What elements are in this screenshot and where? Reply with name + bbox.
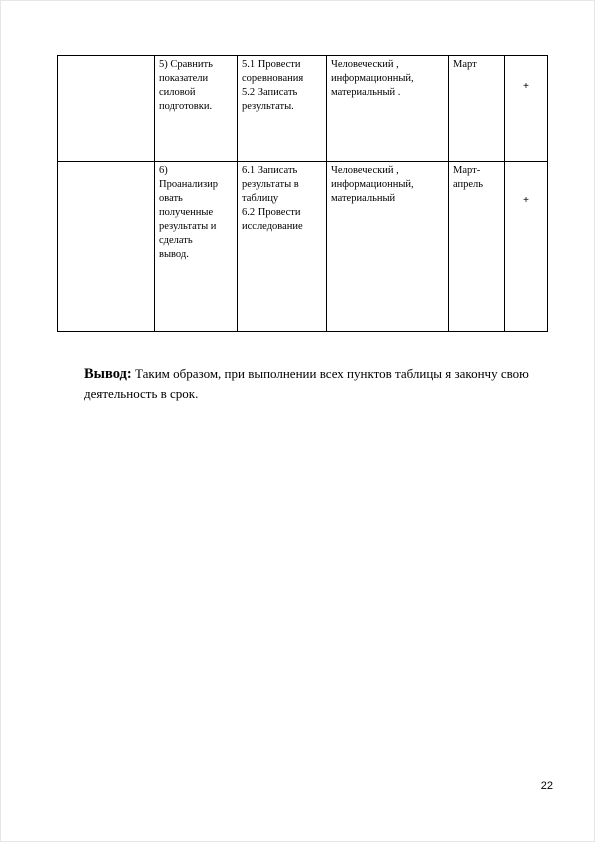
task-cell: 6) Проанализир овать полученные результаты и сделать вывод. [155,162,238,332]
completion-mark-cell [505,56,548,162]
plus-mark: + [523,81,529,92]
plan-table [57,55,548,332]
conclusion-text: Таким образом, при выполнении всех пунктов таблицы я закончу свою деятельность в срок. [84,366,529,401]
table-row [58,56,548,162]
resources-cell: Человеческий , информационный, материальный . [327,56,449,162]
table-row [58,162,548,332]
page-number: 22 [540,780,553,792]
resources-cell: Человеческий , информационный, материальный [327,162,449,332]
actions-cell: 5.1 Провести соревнования 5.2 Записать результаты. [238,56,327,162]
plus-mark: + [523,195,529,206]
actions-cell: 6.1 Записать результаты в таблицу 6.2 Провести исследование [238,162,327,332]
task-cell: 5) Сравнить показатели силовой подготовки. [155,56,238,162]
empty-cell [58,56,155,162]
conclusion-paragraph [84,364,544,403]
term-cell: Март- апрель [449,162,505,332]
conclusion-label: Вывод: [84,366,132,382]
empty-cell [58,162,155,332]
completion-mark-cell [505,162,548,332]
term-cell: Март [449,56,505,162]
